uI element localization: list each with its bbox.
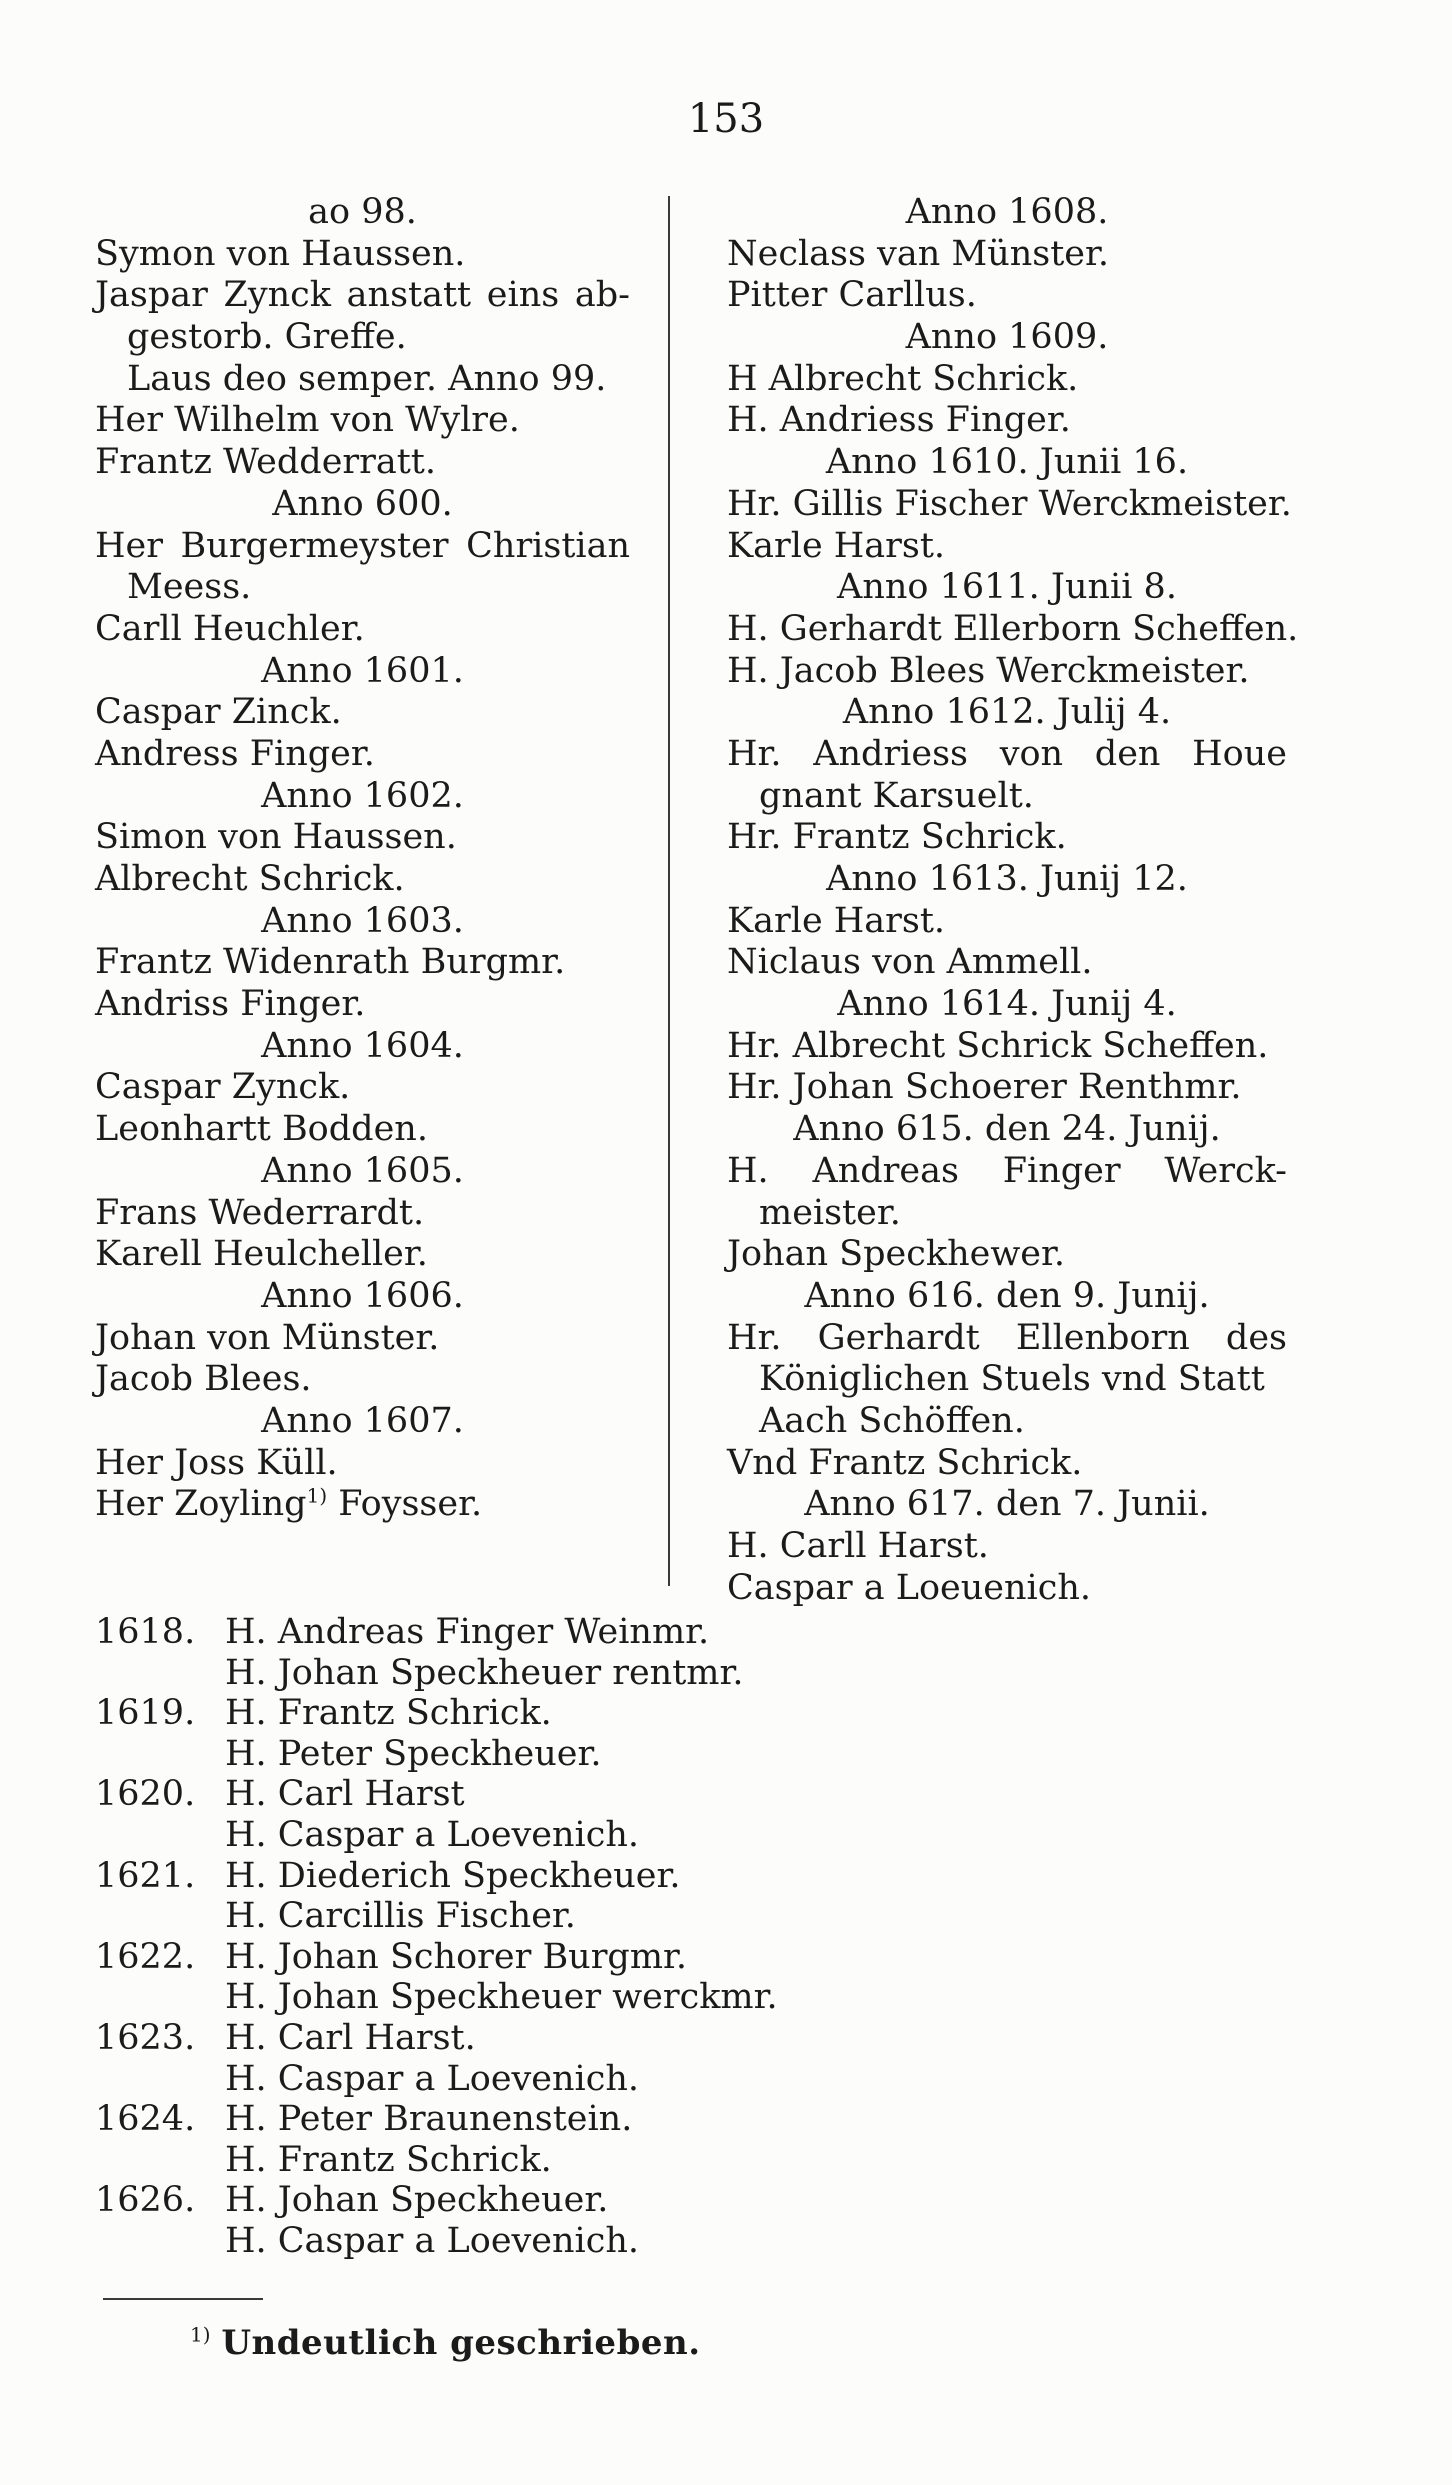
entry-name: H. Peter Braunenstein. [225,2099,633,2140]
entry-year: 1623. [95,2017,196,2058]
left-column-line: Caspar Zynck. [95,1067,351,1108]
entry-row [95,1693,855,1734]
left-column [95,192,630,1526]
left-column-line: Jacob Blees. [95,1359,312,1400]
right-column-line: gnant Karsuelt. [759,775,1034,816]
left-column-line: Caspar Zinck. [95,692,342,733]
entry-year [95,2221,225,2262]
right-column-line: Hr. Gerhardt Ellenborn des [727,1317,1287,1358]
left-column-line: ao 98. [308,192,417,232]
entry-year: 1620. [95,1774,196,1815]
entry-year [95,1896,225,1937]
entry-year [95,1734,225,1775]
yearly-entries [95,1612,855,2262]
left-column-line: Andress Finger. [95,733,375,774]
entry-row [95,1977,855,2018]
right-column-line: Anno 1609. [905,317,1109,358]
right-column-line: H. Andriess Finger. [727,400,1071,441]
left-column-line: Meess. [127,567,252,608]
entry-year: 1618. [95,1612,196,1652]
entry-row [95,2221,855,2262]
left-column-line: Symon von Haussen. [95,233,466,274]
left-column-line: Her Burgermeyster Christian [95,525,630,566]
right-column-line: Königlichen Stuels vnd Statt [759,1359,1265,1400]
entry-year: 1621. [95,1855,196,1896]
footnote-reference: 1) [306,1483,328,1508]
right-column-line: Caspar a Loeuenich. [727,1567,1092,1608]
left-column-line: Simon von Haussen. [95,817,457,858]
entry-name: H. Carcillis Fischer. [225,1896,576,1937]
entry-year: 1622. [95,1936,196,1977]
entry-year: 1624. [95,2099,196,2140]
left-column-line: Carll Heuchler. [95,608,365,649]
right-column-line: Anno 1613. Junij 12. [826,859,1188,899]
left-column-line: Her Joss Küll. [95,1442,338,1483]
right-column-line: Anno 1612. Julij 4. [842,692,1172,733]
entry-row [95,1612,855,1653]
right-column-line: Hr. Albrecht Schrick Scheffen. [727,1025,1269,1066]
right-column-line: H. Carll Harst. [727,1526,989,1566]
right-column-line: Anno 615. den 24. Junij. [793,1109,1221,1150]
entry-year [95,1653,225,1694]
entry-name: H. Johan Speckheuer rentmr. [225,1652,744,1693]
entry-row [95,2099,855,2140]
right-column-line: Anno 1608. [905,192,1109,232]
right-column-line: Anno 1610. Junii 16. [825,442,1189,483]
footnote [190,2322,701,2364]
left-column-line: Anno 1602. [261,775,464,816]
right-column-line: meister. [759,1192,901,1233]
left-column-line: Anno 1601. [261,650,464,691]
left-column-line: Albrecht Schrick. [95,859,405,899]
entry-year [95,2140,225,2181]
entry-name: H. Andreas Finger Weinmr. [225,1612,710,1652]
right-column-line: H. Gerhardt Ellerborn Scheffen. [727,608,1299,649]
column-divider [668,196,670,1586]
left-column-line: Laus deo semper. Anno 99. [127,358,607,399]
entry-name: H. Frantz Schrick. [225,1693,552,1734]
left-column-line: Jaspar Zynck anstatt eins ab- [95,275,630,316]
left-column-line [95,1484,630,1526]
left-column-line: Her Wilhelm von Wylre. [95,400,520,441]
right-column-line: Johan Speckhewer. [727,1234,1066,1275]
right-column-line: Karle Harst. [727,900,946,941]
entry-row [95,1734,855,1775]
entry-name: H. Peter Speckheuer. [225,1733,602,1774]
entry-year [95,1815,225,1856]
right-column [727,192,1299,1609]
entry-row [95,2180,855,2221]
entry-row [95,1815,855,1856]
left-column-line: Johan von Münster. [95,1317,440,1358]
footnote-mark: 1) [190,2322,211,2347]
right-column-line: Neclass van Münster. [727,233,1110,274]
entry-name: H. Johan Schorer Burgmr. [225,1936,688,1977]
right-column-line: Anno 1611. Junii 8. [837,567,1177,608]
entry-name: H. Caspar a Loevenich. [225,2220,640,2261]
right-column-line: Anno 1614. Junij 4. [837,984,1177,1025]
left-column-line: Anno 1603. [261,900,464,941]
left-column-line: Anno 1606. [261,1275,464,1316]
left-column-line: Frans Wederrardt. [95,1192,425,1233]
right-column-line: Hr. Johan Schoerer Renthmr. [727,1067,1242,1108]
entry-name: H. Johan Speckheuer. [225,2180,609,2221]
entry-name: Her Zoyling [95,1484,307,1525]
entry-row [95,1856,855,1897]
entry-name: H. Johan Speckheuer werckmr. [225,1977,778,2018]
entry-row [95,2059,855,2100]
left-column-line: Anno 1607. [261,1400,464,1441]
entry-year: 1619. [95,1693,196,1734]
footnote-text: Undeutlich geschrieben. [221,2323,701,2363]
entry-row [95,1653,855,1694]
right-column-line: Hr. Andriess von den Houe [727,733,1287,774]
entry-name: H. Carl Harst [225,1774,465,1815]
left-column-line: Leonhartt Bodden. [95,1109,428,1150]
right-column-line: H. Andreas Finger Werck- [727,1150,1287,1191]
entry-name: H. Diederich Speckheuer. [225,1855,681,1896]
right-column-line: Hr. Gillis Fischer Werckmeister. [727,483,1292,524]
right-column-line: Aach Schöffen. [759,1400,1025,1441]
right-column-line: Anno 616. den 9. Junij. [804,1275,1210,1316]
right-column-line: H. Jacob Blees Werckmeister. [727,650,1250,691]
right-column-line: Niclaus von Ammell. [727,942,1093,983]
right-column-line: Hr. Frantz Schrick. [727,817,1067,858]
entry-year [95,2059,225,2100]
left-column-line: Karell Heulcheller. [95,1234,428,1275]
entry-row [95,1937,855,1978]
right-column-line: Karle Harst. [727,525,946,566]
entry-year: 1626. [95,2180,196,2221]
right-column-line: Vnd Frantz Schrick. [727,1442,1083,1483]
entry-row [95,2018,855,2059]
entry-name: H. Frantz Schrick. [225,2139,552,2180]
right-column-line: Pitter Carllus. [727,275,977,316]
left-column-line: Andriss Finger. [95,984,366,1025]
entry-row [95,1774,855,1815]
left-column-line: gestorb. Greffe. [127,317,407,358]
left-column-line: Frantz Wedderratt. [95,442,436,483]
footnote-rule [103,2298,263,2300]
entry-name: H. Carl Harst. [225,2017,476,2058]
entry-name-rest: Foysser. [327,1484,483,1525]
right-column-line: H Albrecht Schrick. [727,358,1079,399]
page-number: 153 [687,96,765,142]
left-column-line: Anno 1604. [261,1025,464,1066]
left-column-line: Anno 1605. [261,1150,464,1191]
left-column-line: Frantz Widenrath Burgmr. [95,942,566,983]
entry-name: H. Caspar a Loevenich. [225,1814,640,1855]
entry-row [95,2140,855,2181]
entry-year [95,1977,225,2018]
left-column-line: Anno 600. [272,483,453,524]
entry-row [95,1896,855,1937]
entry-name: H. Caspar a Loevenich. [225,2058,640,2099]
right-column-line: Anno 617. den 7. Junii. [804,1484,1210,1525]
